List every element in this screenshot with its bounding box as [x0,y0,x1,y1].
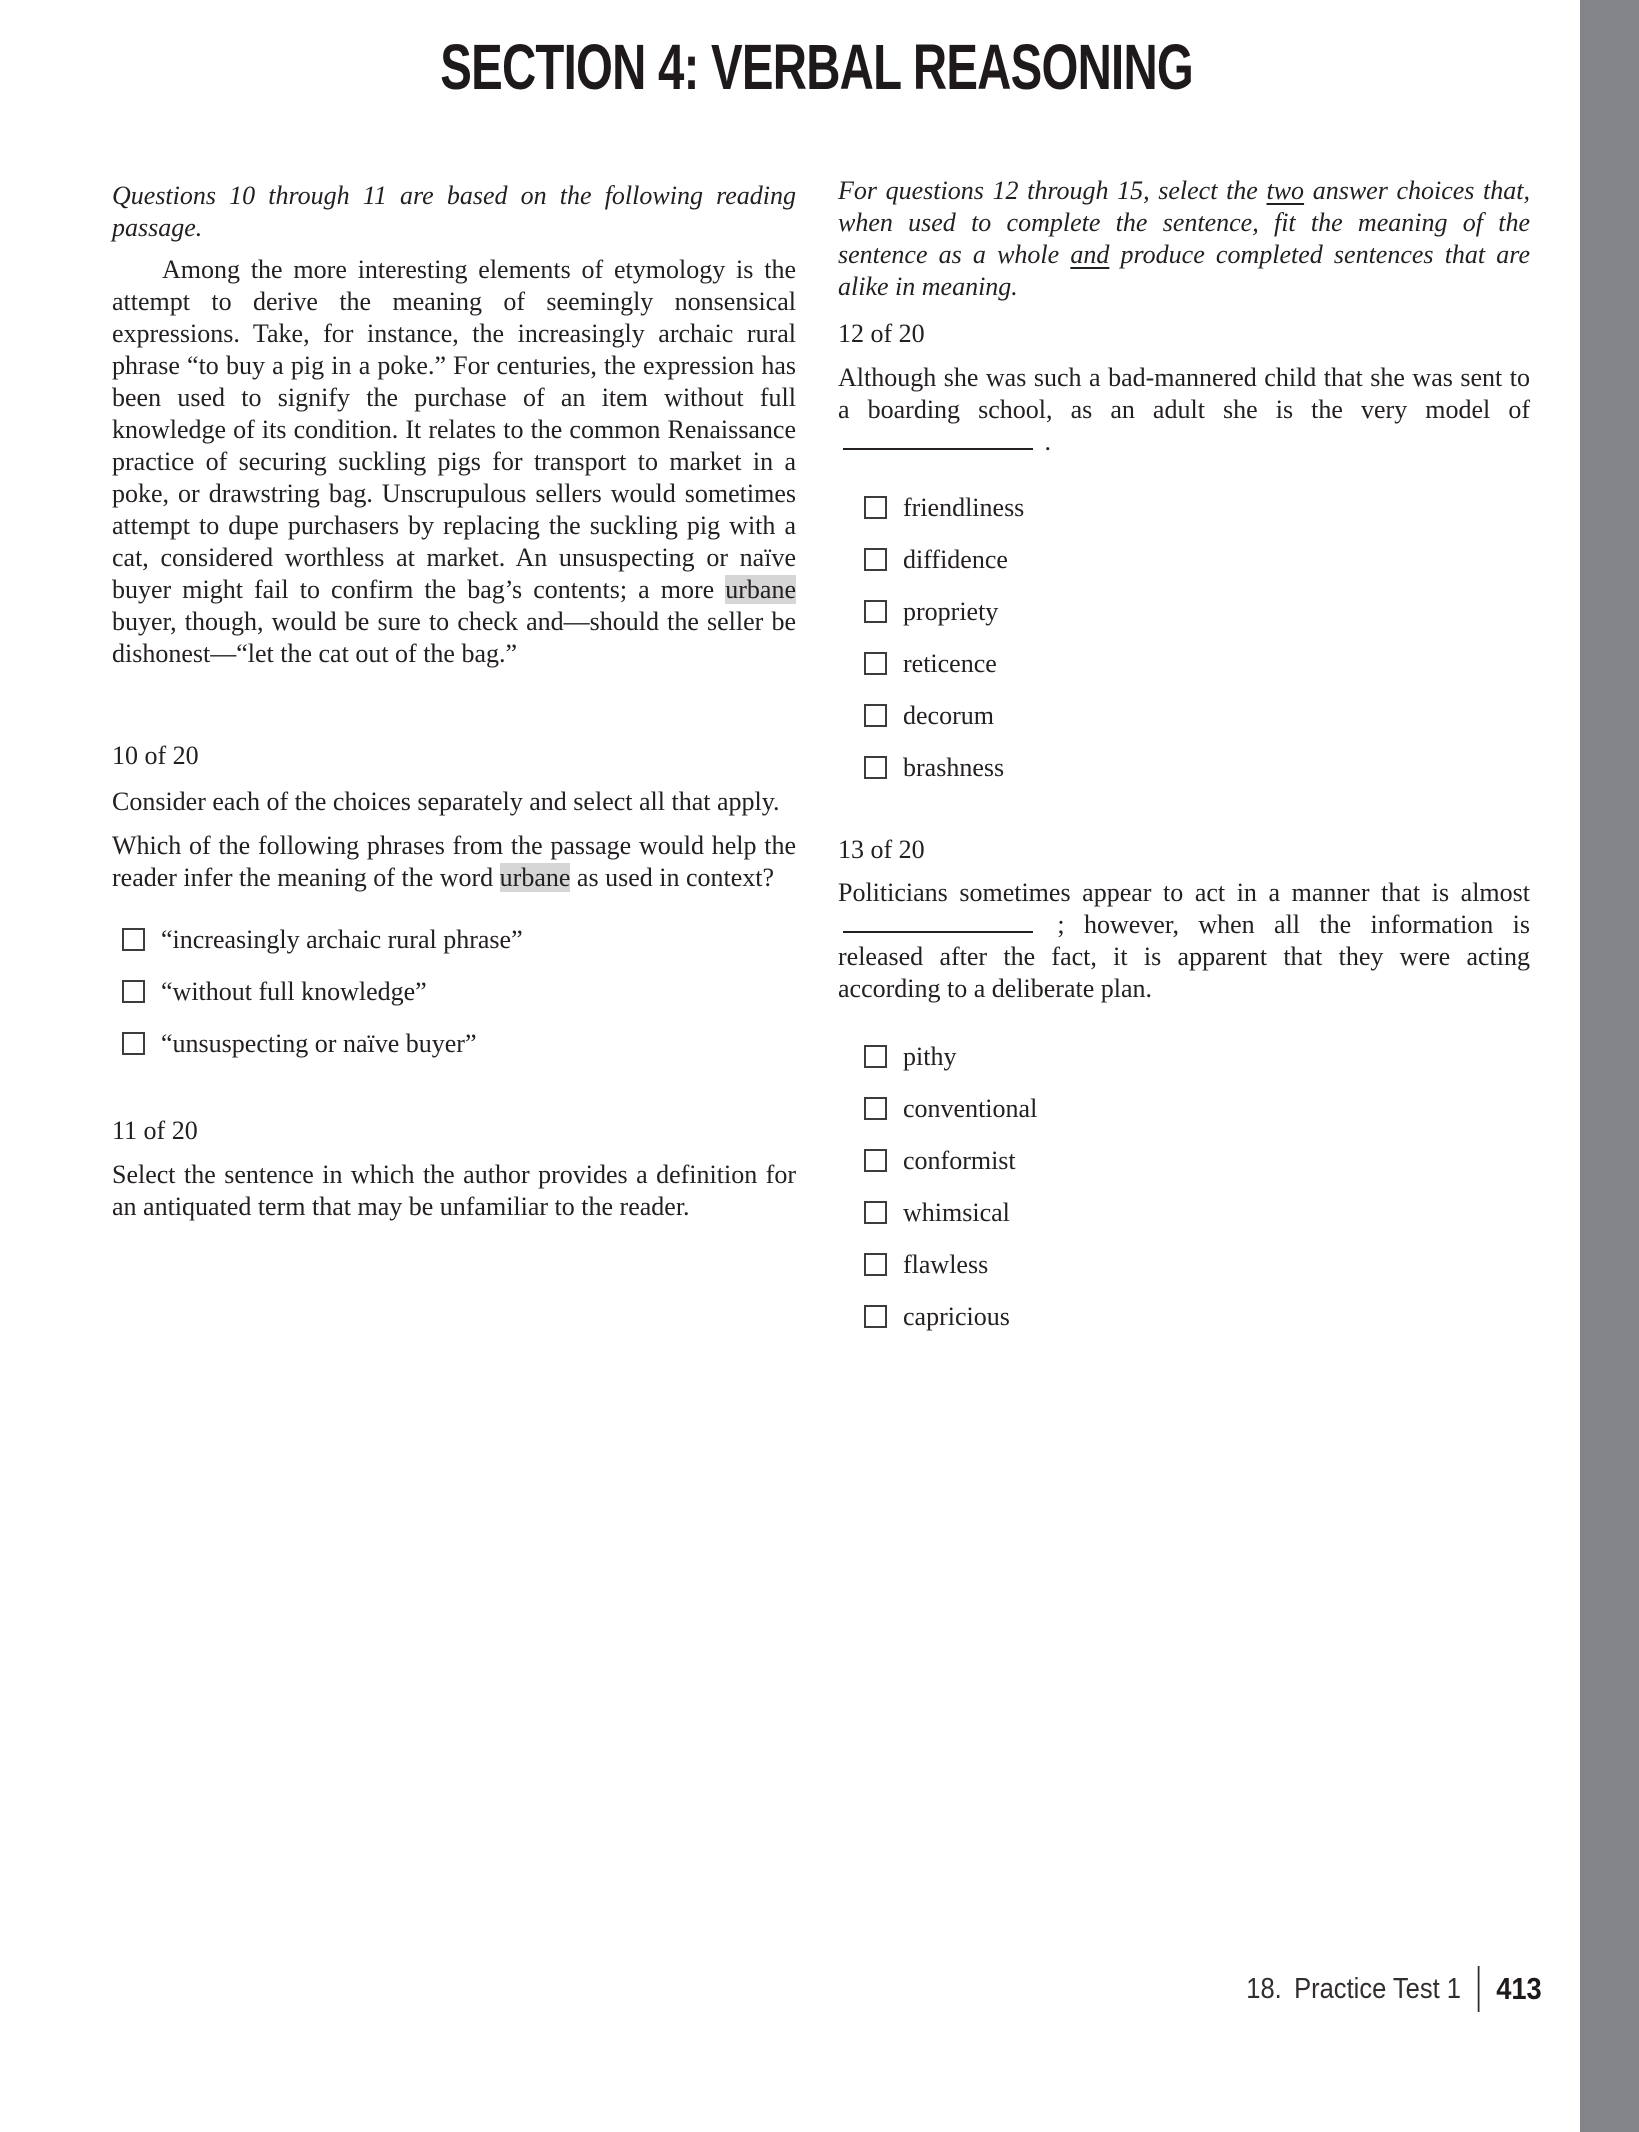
question-13-choices [838,1041,1530,1333]
page-number: 413 [1496,1971,1542,2006]
choice-row[interactable] [112,1028,796,1060]
checkbox-icon[interactable] [864,1253,887,1276]
checkbox-icon[interactable] [864,1149,887,1172]
passage-directions: Questions 10 through 11 are based on the following reading passage. [112,181,796,242]
question-12-number: 12 of 20 [838,319,925,348]
passage-text-after: buyer, though, would be sure to check and—should the seller be dishonest—“let the cat out of the bag.” [112,607,796,668]
underlined-word: two [1266,176,1305,205]
choice-row[interactable] [838,1197,1530,1229]
choice-label: “without full knowledge” [161,977,427,1006]
checkbox-icon[interactable] [122,980,145,1003]
choice-row[interactable] [838,1249,1530,1281]
choice-label: “increasingly archaic rural phrase” [161,925,523,954]
footer-label: Practice Test 1 [1294,1972,1462,2005]
footer-divider [1478,1966,1480,2012]
question-10-number: 10 of 20 [112,741,199,770]
page-edge-strip [1580,0,1639,2132]
choice-label: conventional [903,1094,1038,1123]
choice-label: reticence [903,649,997,678]
choice-label: conformist [903,1146,1016,1175]
choice-label: diffidence [903,545,1008,574]
answer-blank [843,447,1033,450]
question-11-number: 11 of 20 [112,1116,198,1145]
checkbox-icon[interactable] [864,652,887,675]
choice-label: capricious [903,1302,1010,1331]
choice-row[interactable] [838,1041,1530,1073]
question-12-stem-after: . [1044,427,1051,456]
choice-row[interactable] [838,752,1530,784]
passage-text-before: Among the more interesting elements of etymology is the attempt to derive the meaning of seemingly nonsensical expressions. Take, for instance, the increasingly archaic rural phrase “to buy a pig in a poke.” For centuries, the expression has been used to signify the purchase of an item without full knowledge of its condition. It relates to the common Renaissance practice of securing suckling pigs for transport to market in a poke, or drawstring bag. Unscrupulous sellers would sometimes attempt to dupe purchasers by replacing the suckling pig with a cat, considered worthless at market. An unsuspecting or naïve buyer might fail to confirm the bag’s contents; a more [112,255,796,604]
question-11-stem: Select the sentence in which the author provides a definition for an antiquated term that may be unfamiliar to the reader. [112,1160,796,1221]
choice-row[interactable] [838,1145,1530,1177]
choice-row[interactable] [838,544,1530,576]
choice-label: pithy [903,1042,957,1071]
checkbox-icon[interactable] [864,704,887,727]
checkbox-icon[interactable] [864,756,887,779]
sentence-equivalence-directions [838,175,1530,303]
answer-blank [843,930,1033,933]
question-12-choices [838,492,1530,784]
choice-label: flawless [903,1250,989,1279]
checkbox-icon[interactable] [864,600,887,623]
question-10-stem-before: Which of the following phrases from the passage would help the reader infer the meaning of the word [112,831,796,892]
left-column [112,180,796,1223]
directions-text: answer choices that, when used to complete the sentence, fit the meaning of the sentence as a whole [838,176,1530,269]
directions-text: For questions 12 through 15, select the [838,176,1267,205]
checkbox-icon[interactable] [864,1305,887,1328]
highlighted-word: urbane [499,863,571,892]
question-12-stem [838,362,1530,458]
highlighted-word: urbane [725,575,796,604]
question-10-choices [112,924,796,1060]
checkbox-icon[interactable] [122,928,145,951]
choice-row[interactable] [838,492,1530,524]
question-13-stem-before: Politicians sometimes appear to act in a manner that is almost [838,878,1530,907]
choice-label: whimsical [903,1198,1010,1227]
question-13-stem-after: ; however, when all the information is released after the fact, it is apparent that they were acting according to a deliberate plan. [838,910,1531,1003]
question-13-number: 13 of 20 [838,835,925,864]
checkbox-icon[interactable] [122,1032,145,1055]
choice-label: “unsuspecting or naïve buyer” [161,1029,477,1058]
choice-row[interactable] [838,596,1530,628]
choice-row[interactable] [112,976,796,1008]
choice-row[interactable] [838,1301,1530,1333]
underlined-word: and [1070,240,1110,269]
question-10-stem-after: as used in context? [576,863,775,892]
choice-label: brashness [903,753,1005,782]
reading-passage [112,254,796,670]
question-13-stem [838,877,1530,1005]
chapter-number: 18. [1246,1972,1283,2005]
choice-label: propriety [903,597,999,626]
question-10-stem [112,830,796,894]
right-column [838,175,1530,1333]
checkbox-icon[interactable] [864,496,887,519]
checkbox-icon[interactable] [864,548,887,571]
directions-text: produce completed sentences that are alike in meaning. [838,240,1530,301]
choice-row[interactable] [838,1093,1530,1125]
question-12-stem-before: Although she was such a bad-mannered child that she was sent to a boarding school, as an adult she is the very model of [838,363,1530,424]
page-footer [1247,1966,1542,2012]
checkbox-icon[interactable] [864,1045,887,1068]
checkbox-icon[interactable] [864,1201,887,1224]
choice-label: decorum [903,701,994,730]
choice-row[interactable] [112,924,796,956]
choice-row[interactable] [838,700,1530,732]
checkbox-icon[interactable] [864,1097,887,1120]
choice-label: friendliness [903,493,1025,522]
choice-row[interactable] [838,648,1530,680]
section-title-text: SECTION 4: VERBAL REASONING [440,31,1194,103]
question-10-directive: Consider each of the choices separately and select all that apply. [112,787,780,816]
section-title [0,30,1580,104]
